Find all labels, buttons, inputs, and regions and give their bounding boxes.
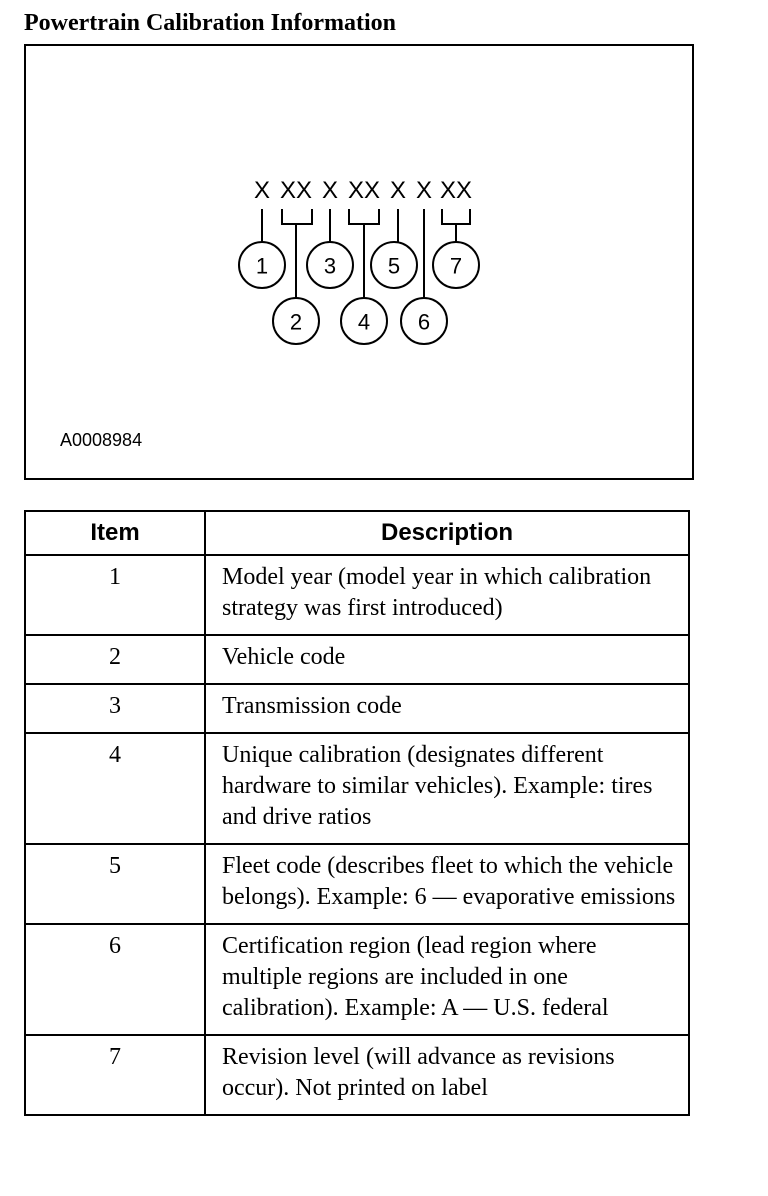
diagram-svg xyxy=(26,46,692,478)
code-segment-1: X xyxy=(253,177,271,204)
table-row xyxy=(25,1035,689,1115)
table-row xyxy=(25,684,689,733)
description-table xyxy=(24,510,690,1116)
row-description: Revision level (will advance as revisions occur). Not printed on label xyxy=(205,1035,689,1115)
table-row xyxy=(25,924,689,1035)
code-segment-6: X xyxy=(415,177,433,204)
table-row xyxy=(25,635,689,684)
table-row xyxy=(25,844,689,924)
header-description: Description xyxy=(205,511,689,555)
callout-label-6: 6 xyxy=(417,309,431,335)
row-item: 5 xyxy=(25,844,205,924)
code-segment-2: XX xyxy=(279,177,313,204)
table-row xyxy=(25,555,689,635)
row-item: 7 xyxy=(25,1035,205,1115)
header-item: Item xyxy=(25,511,205,555)
row-description: Vehicle code xyxy=(205,635,689,684)
row-item: 6 xyxy=(25,924,205,1035)
callout-label-1: 1 xyxy=(255,253,269,279)
callout-label-3: 3 xyxy=(323,253,337,279)
row-description: Fleet code (describes fleet to which the vehicle belongs). Example: 6 — evaporative emissions xyxy=(205,844,689,924)
row-description: Transmission code xyxy=(205,684,689,733)
page-title: Powertrain Calibration Information xyxy=(24,10,396,36)
code-segment-5: X xyxy=(389,177,407,204)
callout-label-2: 2 xyxy=(289,309,303,335)
row-item: 1 xyxy=(25,555,205,635)
callout-label-7: 7 xyxy=(449,253,463,279)
table-row xyxy=(25,733,689,844)
row-description: Model year (model year in which calibration strategy was first introduced) xyxy=(205,555,689,635)
row-item: 4 xyxy=(25,733,205,844)
bracket-2 xyxy=(282,209,312,224)
code-segment-4: XX xyxy=(347,177,381,204)
code-segment-3: X xyxy=(321,177,339,204)
callout-label-4: 4 xyxy=(357,309,371,335)
figure-id-label: A0008984 xyxy=(60,430,143,450)
calibration-code-diagram xyxy=(24,44,694,480)
bracket-7 xyxy=(442,209,470,224)
table-header-row xyxy=(25,511,689,555)
row-description: Unique calibration (designates different hardware to similar vehicles). Example: tires and drive ratios xyxy=(205,733,689,844)
callout-label-5: 5 xyxy=(387,253,401,279)
row-item: 2 xyxy=(25,635,205,684)
bracket-4 xyxy=(349,209,379,224)
row-description: Certification region (lead region where multiple regions are included in one calibration). Example: A — U.S. federal xyxy=(205,924,689,1035)
code-segment-7: XX xyxy=(439,177,473,204)
row-item: 3 xyxy=(25,684,205,733)
